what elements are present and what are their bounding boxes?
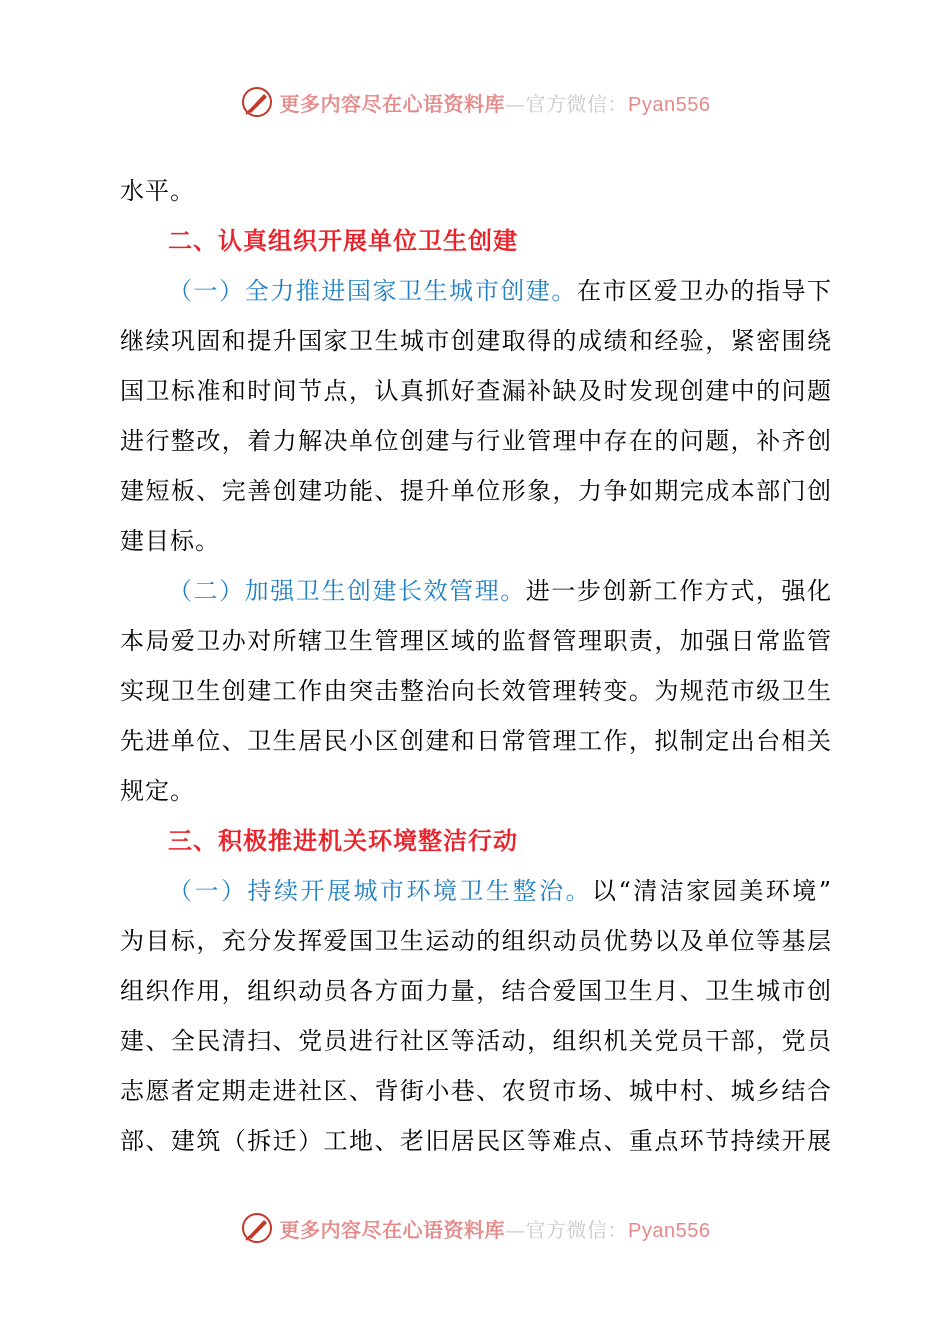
text-line: 建、全民清扫、党员进行社区等活动，组织机关党员干部，党员 — [120, 1027, 832, 1055]
watermark-banner-bottom — [0, 1208, 950, 1248]
watermark-text: 更多内容尽在心语资料库—官方微信：Pyan556 — [279, 1217, 711, 1242]
text-line: 规定。 — [120, 777, 195, 805]
document-body — [120, 166, 832, 1166]
text-line: 为目标，充分发挥爱国卫生运动的组织动员优势以及单位等基层 — [120, 927, 832, 955]
subheading-1-1: （一）全力推进国家卫生城市创建。 — [168, 277, 577, 305]
section-heading-3: 三、积极推进机关环境整洁行动 — [168, 827, 518, 855]
paragraph-1-first-line: （一）全力推进国家卫生城市创建。在市区爱卫办的指导下 — [168, 277, 833, 305]
quill-logo-icon — [240, 1211, 274, 1245]
text-line: 建目标。 — [120, 527, 220, 555]
paragraph-3-first-line: （一）持续开展城市环境卫生整治。以“清洁家园美环境” — [168, 877, 832, 905]
text-line: 实现卫生创建工作由突击整治向长效管理转变。为规范市级卫生 — [120, 677, 832, 705]
watermark-banner-top — [0, 82, 950, 122]
text-line: 继续巩固和提升国家卫生城市创建取得的成绩和经验，紧密围绕 — [120, 327, 832, 355]
text-line: 先进单位、卫生居民小区创建和日常管理工作，拟制定出台相关 — [120, 727, 832, 755]
text-line: 国卫标准和时间节点，认真抓好查漏补缺及时发现创建中的问题 — [120, 377, 832, 405]
section-heading-2: 二、认真组织开展单位卫生创建 — [168, 227, 518, 255]
watermark-text: 更多内容尽在心语资料库—官方微信：Pyan556 — [279, 91, 711, 116]
text-line: 建短板、完善创建功能、提升单位形象，力争如期完成本部门创 — [120, 477, 832, 505]
quill-logo-icon — [240, 85, 274, 119]
paragraph-2-first-line: （二）加强卫生创建长效管理。进一步创新工作方式，强化 — [168, 577, 833, 605]
text-line: 本局爱卫办对所辖卫生管理区域的监督管理职责，加强日常监管 — [120, 627, 832, 655]
subheading-1-2: （二）加强卫生创建长效管理。 — [168, 577, 526, 605]
text-line: 部、建筑（拆迁）工地、老旧居民区等难点、重点环节持续开展 — [120, 1127, 832, 1155]
text-line: 组织作用，组织动员各方面力量，结合爱国卫生月、卫生城市创 — [120, 977, 832, 1005]
text-line: 水平。 — [120, 177, 195, 205]
text-line: 进行整改，着力解决单位创建与行业管理中存在的问题，补齐创 — [120, 427, 832, 455]
subheading-2-1: （一）持续开展城市环境卫生整治。 — [168, 877, 592, 905]
text-line: 志愿者定期走进社区、背街小巷、农贸市场、城中村、城乡结合 — [120, 1077, 832, 1105]
